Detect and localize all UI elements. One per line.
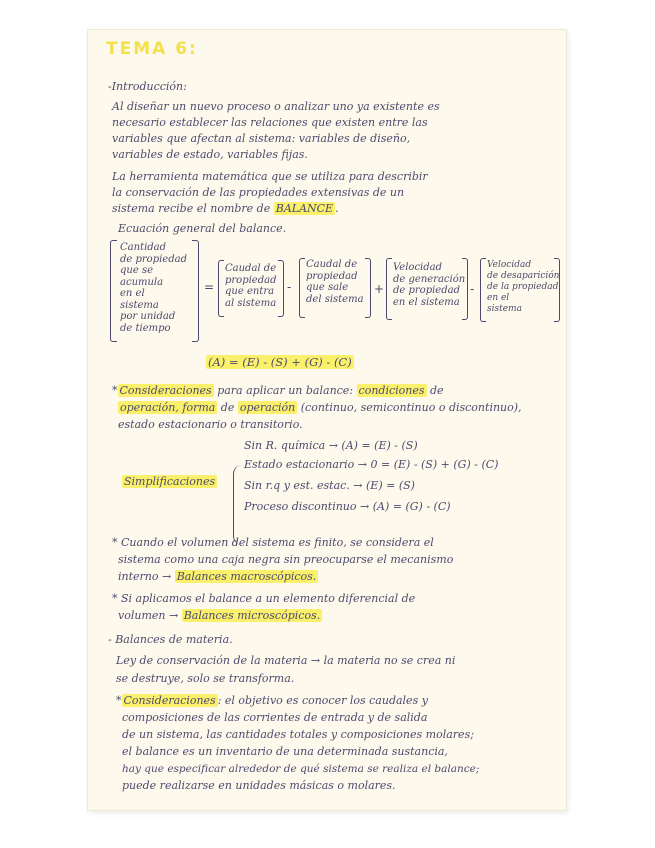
- materia-consideraciones-line: [116, 694, 428, 708]
- macroscopicos-highlight: Balances macroscópicos.: [176, 570, 317, 583]
- op-equals: =: [204, 280, 215, 294]
- intro-p1-line3: variables que afectan al sistema: variables de diseño,: [112, 132, 411, 145]
- materia-cons-line2: composiciones de las corrientes de entrada y de salida: [122, 711, 428, 724]
- intro-p2-line1: La herramienta matemática que se utiliza para describir: [112, 170, 428, 183]
- intro-p1-line2: necesario establecer las relaciones que existen entre las: [112, 116, 428, 129]
- simplificacion-1: Sin R. química → (A) = (E) - (S): [244, 439, 418, 452]
- operacion-forma-highlight: operación, forma: [120, 401, 216, 414]
- si-aplicamos-line1: * Si aplicamos el balance a un elemento diferencial de: [112, 592, 416, 605]
- notebook-page: [88, 30, 566, 810]
- balance-equation: [206, 355, 354, 369]
- section-heading-introduccion: -Introducción:: [108, 80, 187, 93]
- simplificacion-4: Proceso discontinuo → (A) = (G) - (C): [244, 500, 451, 513]
- simplificaciones-highlight: Simplificaciones: [124, 475, 216, 488]
- intro-p1-line4: variables de estado, variables fijas.: [112, 148, 308, 161]
- materia-cons-line3: de un sistema, las cantidades totales y composiciones molares;: [122, 728, 474, 741]
- materia-bullet: *: [116, 694, 122, 707]
- box5-left-bracket: [480, 258, 486, 322]
- operacion-highlight: operación: [239, 401, 296, 414]
- op-minus-1: -: [287, 280, 292, 294]
- simplificacion-3: Sin r.q y est. estac. → (E) = (S): [244, 479, 415, 492]
- box-acumula: Cantidad de propiedad que se acumula en el sistema por unidad de tiempo: [120, 242, 187, 334]
- line2-de: de: [217, 401, 238, 414]
- consideraciones-line1: [112, 384, 444, 398]
- box-sale: Caudal de propiedad que sale del sistema: [306, 259, 364, 305]
- interno-prefix: interno →: [118, 570, 175, 583]
- microscopicos-highlight: Balances microscópicos.: [183, 609, 321, 622]
- page-title: TEMA 6:: [106, 39, 198, 59]
- cuando-line1: * Cuando el volumen del sistema es finito, se considera el: [112, 536, 434, 549]
- op-plus: +: [374, 282, 385, 296]
- box4-left-bracket: [386, 258, 392, 320]
- cuando-line2: sistema como una caja negra sin preocuparse el mecanismo: [118, 553, 454, 566]
- consideraciones-line2: [118, 401, 522, 415]
- si-aplicamos-line2: [118, 609, 322, 623]
- box-entra: Caudal de propiedad que entra al sistema: [225, 263, 277, 309]
- consideraciones-text-de: de: [426, 384, 444, 397]
- box1-right-bracket: [192, 240, 199, 342]
- materia-consideraciones-highlight: Consideraciones: [123, 694, 216, 707]
- equation-highlight: (A) = (E) - (S) + (G) - (C): [208, 355, 352, 369]
- intro-p2-prefix: sistema recibe el nombre de: [112, 202, 274, 215]
- line2-rest: (continuo, semicontinuo o discontinuo),: [297, 401, 522, 414]
- materia-consideraciones-text: : el objetivo es conocer los caudales y: [217, 694, 428, 707]
- box-generacion: Velocidad de generación de propiedad en el sistema: [393, 262, 466, 308]
- ecuacion-general-label: Ecuación general del balance.: [118, 222, 287, 235]
- box3-left-bracket: [299, 258, 305, 318]
- box3-right-bracket: [365, 258, 371, 318]
- op-minus-2: -: [470, 282, 475, 296]
- cuando-line3: [118, 570, 318, 584]
- box2-left-bracket: [218, 260, 224, 317]
- materia-line1: Ley de conservación de la materia → la materia no se crea ni: [116, 654, 456, 667]
- bullet-asterisk: *: [112, 384, 118, 397]
- consideraciones-highlight: Consideraciones: [119, 384, 212, 397]
- materia-line2: se destruye, solo se transforma.: [116, 672, 295, 685]
- consideraciones-line3: estado estacionario o transitorio.: [118, 418, 303, 431]
- balance-highlight: BALANCE: [275, 202, 334, 215]
- materia-cons-line4: el balance es un inventario de una determinada sustancia,: [122, 745, 448, 758]
- section-heading-materia: - Balances de materia.: [108, 633, 233, 646]
- simplificaciones-brace: [233, 465, 242, 545]
- materia-cons-line6: puede realizarse en unidades másicas o molares.: [122, 779, 396, 792]
- box-desaparicion: Velocidad de desaparición de la propiedad en el sistema: [487, 260, 560, 314]
- intro-p2-line3: [112, 202, 339, 216]
- simplificacion-2: Estado estacionario → 0 = (E) - (S) + (G) - (C): [244, 458, 499, 471]
- box1-left-bracket: [110, 240, 117, 342]
- simplificaciones-label: [122, 475, 217, 489]
- volumen-prefix: volumen →: [118, 609, 182, 622]
- materia-cons-line5: hay que especificar alrededor de qué sistema se realiza el balance;: [122, 763, 480, 775]
- intro-p2-suffix: .: [335, 202, 339, 215]
- consideraciones-text: para aplicar un balance:: [213, 384, 357, 397]
- box2-right-bracket: [278, 260, 284, 317]
- intro-p2-line2: la conservación de las propiedades extensivas de un: [112, 186, 405, 199]
- intro-p1-line1: Al diseñar un nuevo proceso o analizar uno ya existente es: [112, 100, 440, 113]
- condiciones-highlight: condiciones: [358, 384, 425, 397]
